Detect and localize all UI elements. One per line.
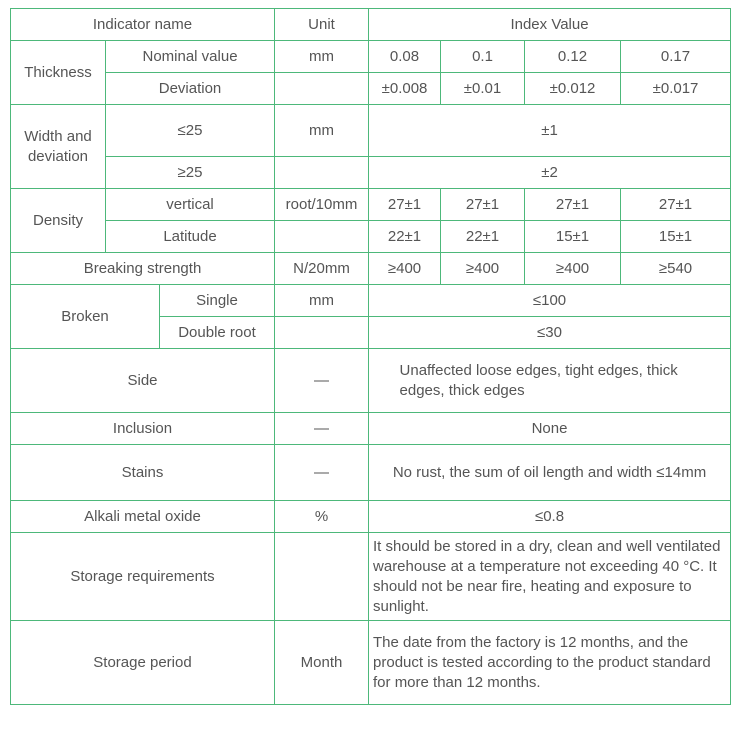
breaking-strength-value-3: ≥400 xyxy=(525,253,621,285)
width-row1-label: ≤25 xyxy=(106,105,275,157)
vertical-unit: root/10mm xyxy=(275,189,369,221)
storage-period-label: Storage period xyxy=(11,621,275,705)
alkali-unit: % xyxy=(275,501,369,533)
width-row1-unit: mm xyxy=(275,105,369,157)
nominal-value-3: 0.12 xyxy=(525,41,621,73)
double-root-unit xyxy=(275,317,369,349)
storage-requirements-value: It should be stored in a dry, clean and well ventilated warehouse at a temperature not exceeding 40 °C. It should not be near fire, heating and exposure to sunlight. xyxy=(369,533,731,621)
latitude-value-3: 15±1 xyxy=(525,221,621,253)
table-row xyxy=(11,41,731,73)
table-row xyxy=(11,157,731,189)
storage-period-value: The date from the factory is 12 months, and the product is tested according to the product standard for more than 12 months. xyxy=(369,621,731,705)
single-value: ≤100 xyxy=(369,285,731,317)
latitude-label: Latitude xyxy=(106,221,275,253)
broken-label: Broken xyxy=(11,285,160,349)
header-row xyxy=(11,9,731,41)
side-value xyxy=(369,349,731,413)
width-row1-value: ±1 xyxy=(369,105,731,157)
latitude-value-4: 15±1 xyxy=(621,221,731,253)
table-row xyxy=(11,285,731,317)
double-root-label: Double root xyxy=(160,317,275,349)
stains-unit: — xyxy=(275,445,369,501)
vertical-value-3: 27±1 xyxy=(525,189,621,221)
stains-label: Stains xyxy=(11,445,275,501)
storage-period-unit: Month xyxy=(275,621,369,705)
table-row xyxy=(11,189,731,221)
table-row xyxy=(11,413,731,445)
width-deviation-label: Width and deviation xyxy=(11,105,106,189)
deviation-label: Deviation xyxy=(106,73,275,105)
breaking-strength-value-1: ≥400 xyxy=(369,253,441,285)
nominal-value-2: 0.1 xyxy=(441,41,525,73)
table-row xyxy=(11,221,731,253)
inclusion-label: Inclusion xyxy=(11,413,275,445)
table-row xyxy=(11,253,731,285)
vertical-label: vertical xyxy=(106,189,275,221)
side-unit: — xyxy=(275,349,369,413)
double-root-value: ≤30 xyxy=(369,317,731,349)
deviation-value-1: ±0.008 xyxy=(369,73,441,105)
side-value-text: Unaffected loose edges, tight edges, thick edges, thick edges xyxy=(399,361,678,399)
side-label: Side xyxy=(11,349,275,413)
nominal-unit: mm xyxy=(275,41,369,73)
storage-requirements-unit xyxy=(275,533,369,621)
latitude-value-2: 22±1 xyxy=(441,221,525,253)
deviation-unit xyxy=(275,73,369,105)
spec-table-container xyxy=(10,8,731,705)
deviation-value-3: ±0.012 xyxy=(525,73,621,105)
single-label: Single xyxy=(160,285,275,317)
stains-value: No rust, the sum of oil length and width ≤14mm xyxy=(369,445,731,501)
breaking-strength-value-2: ≥400 xyxy=(441,253,525,285)
single-unit: mm xyxy=(275,285,369,317)
storage-requirements-label: Storage requirements xyxy=(11,533,275,621)
deviation-value-2: ±0.01 xyxy=(441,73,525,105)
header-index-value: Index Value xyxy=(369,9,731,41)
width-row2-unit xyxy=(275,157,369,189)
nominal-value-1: 0.08 xyxy=(369,41,441,73)
nominal-value-label: Nominal value xyxy=(106,41,275,73)
table-row xyxy=(11,445,731,501)
thickness-label: Thickness xyxy=(11,41,106,105)
nominal-value-4: 0.17 xyxy=(621,41,731,73)
inclusion-value: None xyxy=(369,413,731,445)
table-row xyxy=(11,349,731,413)
breaking-strength-unit: N/20mm xyxy=(275,253,369,285)
alkali-label: Alkali metal oxide xyxy=(11,501,275,533)
width-row2-label: ≥25 xyxy=(106,157,275,189)
vertical-value-4: 27±1 xyxy=(621,189,731,221)
vertical-value-2: 27±1 xyxy=(441,189,525,221)
table-row xyxy=(11,105,731,157)
table-row xyxy=(11,73,731,105)
density-label: Density xyxy=(11,189,106,253)
width-row2-value: ±2 xyxy=(369,157,731,189)
table-row xyxy=(11,501,731,533)
deviation-value-4: ±0.017 xyxy=(621,73,731,105)
breaking-strength-value-4: ≥540 xyxy=(621,253,731,285)
table-row xyxy=(11,533,731,621)
table-row xyxy=(11,621,731,705)
alkali-value: ≤0.8 xyxy=(369,501,731,533)
vertical-value-1: 27±1 xyxy=(369,189,441,221)
header-unit: Unit xyxy=(275,9,369,41)
latitude-value-1: 22±1 xyxy=(369,221,441,253)
inclusion-unit: — xyxy=(275,413,369,445)
header-indicator-name: Indicator name xyxy=(11,9,275,41)
breaking-strength-label: Breaking strength xyxy=(11,253,275,285)
latitude-unit xyxy=(275,221,369,253)
spec-table xyxy=(10,8,731,705)
